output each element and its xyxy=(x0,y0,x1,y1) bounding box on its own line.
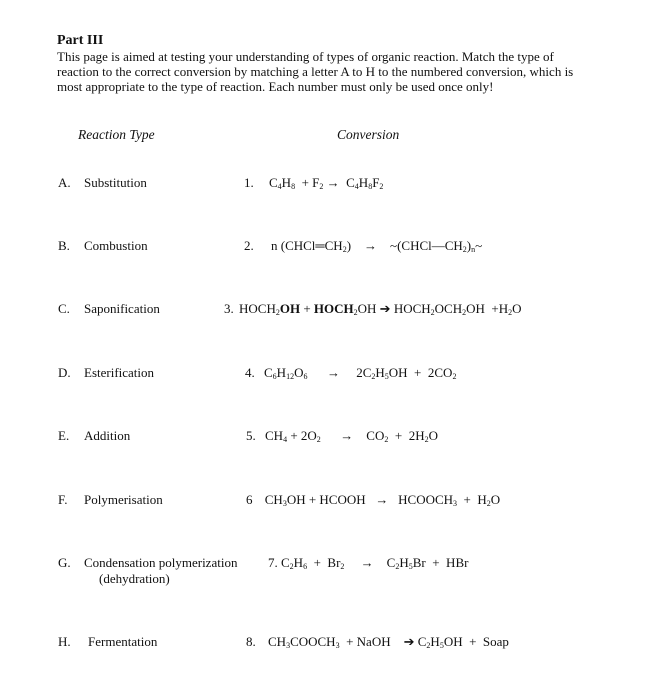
reaction-type-f: Polymerisation xyxy=(84,492,163,507)
part-title: Part III xyxy=(57,33,104,48)
reaction-type-a: Substitution xyxy=(84,175,147,190)
conversion-8-label: 8. xyxy=(246,634,256,649)
conversion-7-label: 7. xyxy=(268,555,278,570)
conversion-5: 5. $CH_4 + 2O_2$ → $CO_2 + 2H_2O$ xyxy=(246,428,438,444)
conversion-3: 3. $HOCH_2OH$ + $HOCH_2OH$ ➔ $HOCH_2OCH_2OH +H_2O$ xyxy=(224,301,522,317)
conversion-header: Conversion xyxy=(337,127,400,142)
reaction-type-header: Reaction Type xyxy=(78,127,155,142)
reaction-type-f-letter: F. xyxy=(58,492,68,507)
conversion-1-label: 1. xyxy=(244,175,254,190)
conversion-4-label: 4. xyxy=(245,365,255,380)
instructions-paragraph: This page is aimed at testing your understanding of types of organic reaction. Match the type of reaction to the correct conversion by matching a letter A to H to the numbered conversion, which is most appropriate to the type of reaction. Each number must only be used once only! xyxy=(57,49,574,94)
reaction-type-h-letter: H. xyxy=(58,634,71,649)
conversion-5-label: 5. xyxy=(246,428,256,443)
reaction-type-b-letter: B. xyxy=(58,238,70,253)
reaction-type-d-letter: D. xyxy=(58,365,71,380)
reaction-type-g: Condensation polymerization xyxy=(84,555,238,570)
conversion-6: 6 $CH_3OH$ + HCOOH → $HCOOCH_3 + H_2O$ xyxy=(246,492,501,508)
reaction-type-g-note: (dehydration) xyxy=(99,571,170,586)
conversion-6-label: 6 xyxy=(246,492,253,507)
reaction-type-e-letter: E. xyxy=(58,428,70,443)
reaction-type-g-letter: G. xyxy=(58,555,71,570)
conversion-3-label: 3. xyxy=(224,301,234,316)
conversion-7: 7. $C_2H_6 + Br_2$ → $C_2H_5Br$ + HBr xyxy=(268,555,469,571)
reaction-type-d: Esterification xyxy=(84,365,155,380)
conversion-2: 2. n $(CHCl═CH_2)$ → $\sim(CHCl—CH_2)_n\sim$ xyxy=(244,238,483,254)
conversion-4: 4. $C_6H_{12}O_6$ → $2C_2H_5OH + 2CO_2$ xyxy=(245,365,457,381)
reaction-type-e: Addition xyxy=(84,428,131,443)
conversion-2-label: 2. xyxy=(244,238,254,253)
reaction-type-c: Saponification xyxy=(84,301,160,316)
reaction-type-h: Fermentation xyxy=(88,634,158,649)
conversion-8: 8. $CH_3COOCH_3$ + NaOH ➔ $C_2H_5OH$ + Soap xyxy=(246,634,509,650)
conversion-1: 1. $C_4H_8 + F_2 \to C_4H_8F_2$ xyxy=(244,175,384,191)
reaction-type-a-letter: A. xyxy=(58,175,71,190)
reaction-type-b: Combustion xyxy=(84,238,148,253)
reaction-type-c-letter: C. xyxy=(58,301,70,316)
